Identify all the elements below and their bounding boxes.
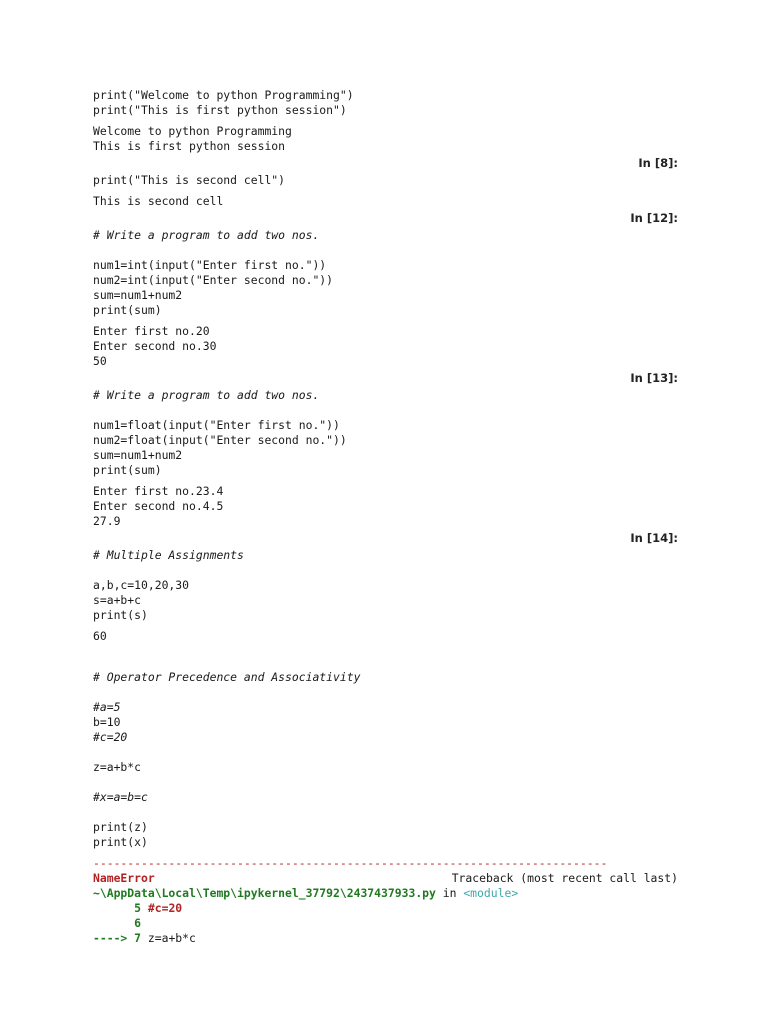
output-line: 27.9 xyxy=(93,514,121,528)
line-number: 6 xyxy=(93,916,142,930)
code-comment: #c=20 xyxy=(93,730,128,744)
traceback-header xyxy=(93,871,678,886)
notebook-page xyxy=(93,88,678,946)
output-line: This is second cell xyxy=(93,194,224,208)
traceback-file-line xyxy=(93,886,678,901)
code-cell-5[interactable] xyxy=(93,548,678,623)
code-line: print(s) xyxy=(93,608,148,622)
code-line: print("This is second cell") xyxy=(93,173,286,187)
code-comment: # Write a program to add two nos. xyxy=(93,228,320,242)
traceback-file-path: ~\AppData\Local\Temp\ipykernel_37792\2437437933.py xyxy=(93,886,436,900)
cell-prompt-13: In [13]: xyxy=(630,371,678,385)
output-line: Welcome to python Programming xyxy=(93,124,292,138)
output-line: Enter second no.4.5 xyxy=(93,499,224,513)
output-cell-1 xyxy=(93,124,678,154)
code-line: num2=int(input("Enter second no.")) xyxy=(93,273,334,287)
code-line: sum=num1+num2 xyxy=(93,288,183,302)
traceback-line-7 xyxy=(93,931,678,946)
code-line: print("This is first python session") xyxy=(93,103,347,117)
cell-prompt-8: In [8]: xyxy=(638,156,678,170)
error-name: NameError xyxy=(93,871,155,885)
traceback-code: #c=20 xyxy=(147,901,183,915)
code-line: num2=float(input("Enter second no.")) xyxy=(93,433,347,447)
code-comment: # Operator Precedence and Associativity xyxy=(93,670,361,684)
output-cell-5 xyxy=(93,629,678,644)
cell-prompt-12: In [12]: xyxy=(630,211,678,225)
output-cell-4 xyxy=(93,484,678,529)
code-line: a,b,c=10,20,30 xyxy=(93,578,190,592)
code-line: print("Welcome to python Programming") xyxy=(93,88,354,102)
output-line: Enter first no.20 xyxy=(93,324,210,338)
output-line: Enter first no.23.4 xyxy=(93,484,224,498)
code-cell-4[interactable] xyxy=(93,388,678,478)
code-cell-1[interactable] xyxy=(93,88,678,118)
line-number: 5 xyxy=(93,901,148,915)
output-line: Enter second no.30 xyxy=(93,339,217,353)
output-line: This is first python session xyxy=(93,139,286,153)
traceback-title: Traceback (most recent call last) xyxy=(451,871,678,885)
code-comment: #x=a=b=c xyxy=(93,790,148,804)
code-line: b=10 xyxy=(93,715,121,729)
code-cell-3[interactable] xyxy=(93,228,678,318)
output-cell-3 xyxy=(93,324,678,369)
cell-prompt-14: In [14]: xyxy=(630,531,678,545)
code-line: s=a+b+c xyxy=(93,593,142,607)
traceback-divider: --------------------------------------------------------------------------- xyxy=(93,856,608,870)
code-line: num1=float(input("Enter first no.")) xyxy=(93,418,340,432)
code-cell-6[interactable] xyxy=(93,670,678,850)
code-line: print(sum) xyxy=(93,303,162,317)
code-line: print(z) xyxy=(93,820,148,834)
traceback-code: z=a+b*c xyxy=(147,931,196,945)
traceback-output xyxy=(93,856,678,946)
output-cell-2 xyxy=(93,194,678,209)
traceback-line-5 xyxy=(93,901,678,916)
traceback-module: <module> xyxy=(463,886,519,900)
traceback-line-6 xyxy=(93,916,678,931)
code-comment: #a=5 xyxy=(93,700,121,714)
output-line: 50 xyxy=(93,354,107,368)
code-line: print(x) xyxy=(93,835,148,849)
traceback-in: in xyxy=(435,886,464,900)
code-comment: # Write a program to add two nos. xyxy=(93,388,320,402)
code-line: print(sum) xyxy=(93,463,162,477)
traceback-arrow: ----> 7 xyxy=(93,931,148,945)
code-comment: # Multiple Assignments xyxy=(93,548,244,562)
code-line: sum=num1+num2 xyxy=(93,448,183,462)
code-line: num1=int(input("Enter first no.")) xyxy=(93,258,327,272)
code-cell-2[interactable] xyxy=(93,173,678,188)
output-line: 60 xyxy=(93,629,107,643)
code-line: z=a+b*c xyxy=(93,760,142,774)
